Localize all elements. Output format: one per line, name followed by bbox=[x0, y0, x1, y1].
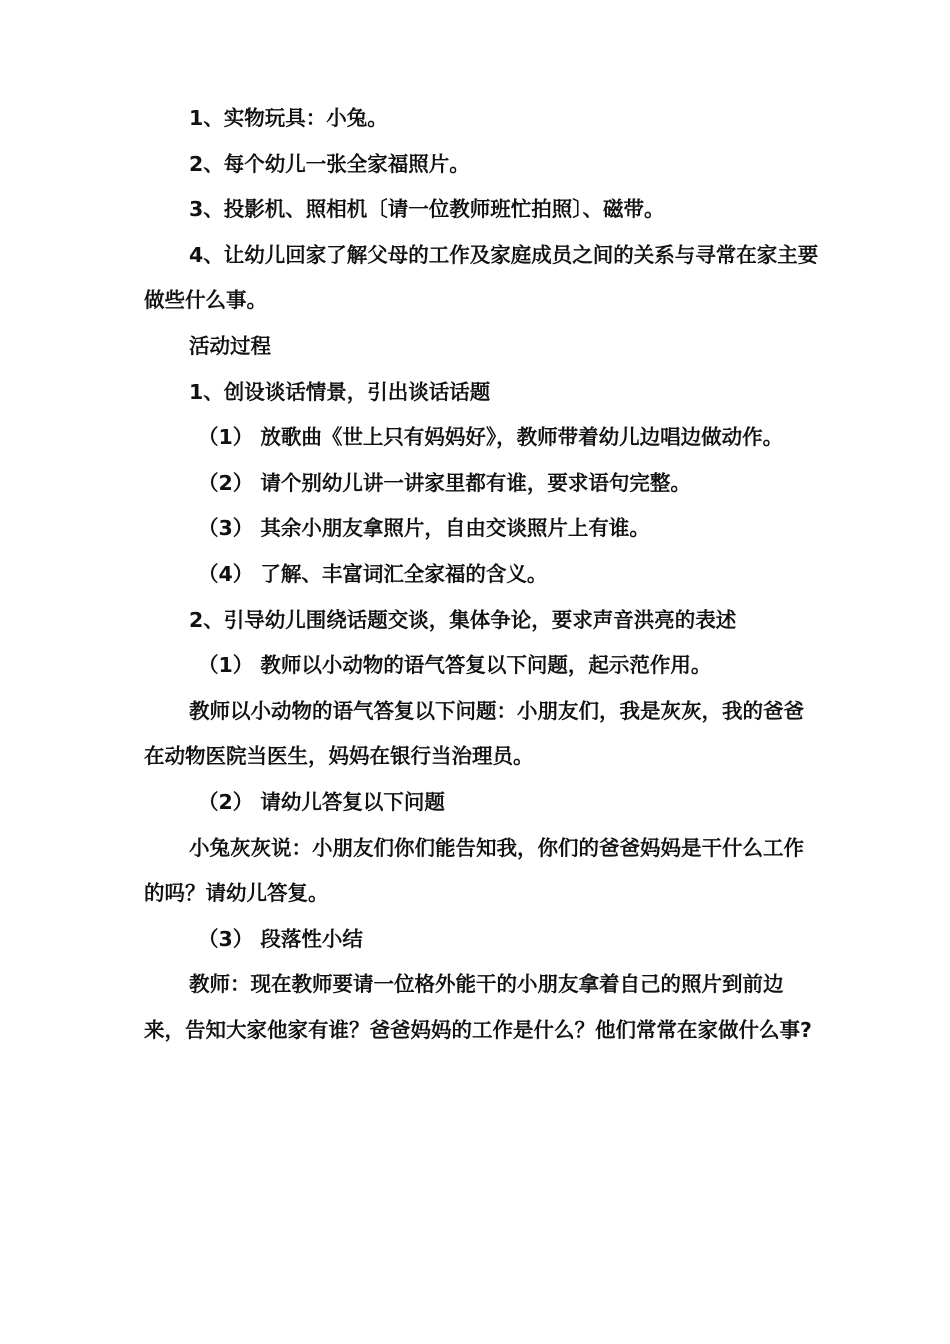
step-1-item-1: （1） 放歌曲《世上只有妈妈好》，教师带着幼儿边唱边做动作。 bbox=[198, 425, 784, 450]
step-2-item-1: （1） 教师以小动物的语气答复以下问题，起示范作用。 bbox=[198, 653, 712, 678]
material-item-2: 2、每个幼儿一张全家福照片。 bbox=[189, 151, 470, 176]
step-2-paragraph-1: 教师以小动物的语气答复以下问题：小朋友们，我是灰灰，我的爸爸在动物医院当医生，妈妈在银行当治理员。 bbox=[144, 698, 804, 769]
step-1-title: 1、创设谈话情景，引出谈话话题 bbox=[189, 379, 491, 404]
step-2-paragraph-2: 小兔灰灰说：小朋友们你们能告知我，你们的爸爸妈妈是干什么工作的吗？请幼儿答复。 bbox=[144, 835, 804, 906]
step-2-title: 2、引导幼儿围绕话题交谈，集体争论，要求声音洪亮的表述 bbox=[189, 607, 737, 632]
step-1-item-3: （3） 其余小朋友拿照片，自由交谈照片上有谁。 bbox=[198, 516, 650, 541]
material-item-3: 3、投影机、照相机〔请一位教师班忙拍照〕、磁带。 bbox=[189, 197, 665, 222]
material-item-1: 1、实物玩具：小兔。 bbox=[189, 106, 388, 130]
section-heading-process: 活动过程 bbox=[189, 333, 271, 358]
step-1-item-2: （2） 请个别幼儿讲一讲家里都有谁，要求语句完整。 bbox=[198, 470, 691, 495]
step-2-item-2: （2） 请幼儿答复以下问题 bbox=[198, 789, 445, 814]
step-2-item-3: （3） 段落性小结 bbox=[198, 926, 363, 951]
step-1-item-4: （4） 了解、丰富词汇全家福的含义。 bbox=[198, 561, 548, 586]
document-body bbox=[144, 96, 824, 1053]
material-item-4: 4、让幼儿回家了解父母的工作及家庭成员之间的关系与寻常在家主要做些什么事。 bbox=[144, 242, 819, 313]
step-2-paragraph-3: 教师：现在教师要请一位格外能干的小朋友拿着自己的照片到前边来，告知大家他家有谁？爸爸妈妈的工作是什么？他们常常在家做什么事? bbox=[144, 972, 812, 1042]
